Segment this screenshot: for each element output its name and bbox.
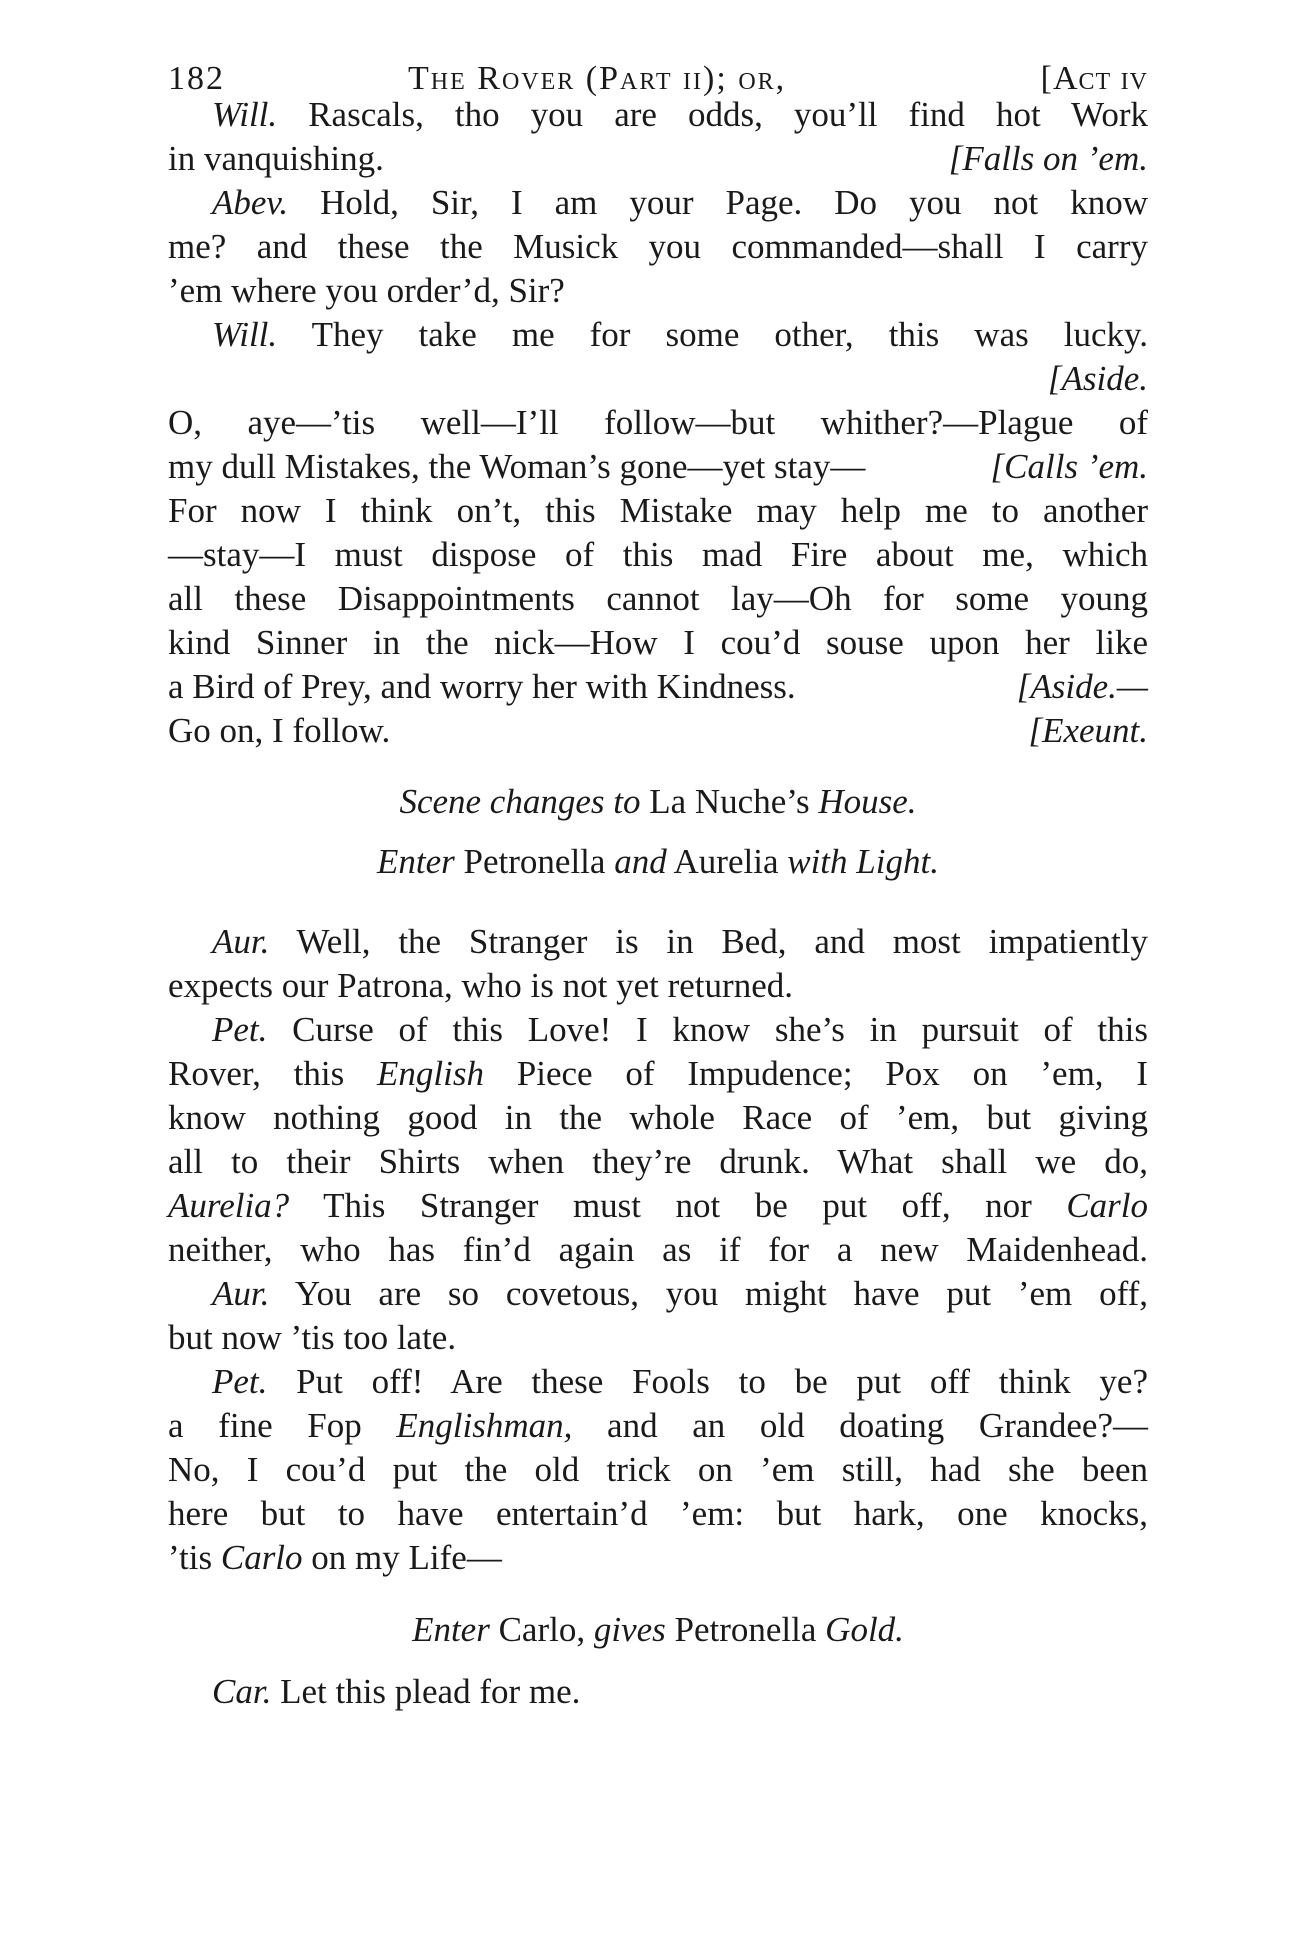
text-line bbox=[212, 1272, 1148, 1316]
speech-text: Carlo bbox=[220, 1538, 303, 1577]
text-line bbox=[168, 1184, 1148, 1228]
speech-text: Aurelia? bbox=[168, 1186, 290, 1225]
act-marker: [Act iv bbox=[1040, 60, 1148, 97]
scene-heading-part: House. bbox=[818, 782, 917, 821]
text-line: know nothing good in the whole Race of ’em, but giving bbox=[168, 1098, 1148, 1137]
speech-text: on my Life— bbox=[311, 1538, 502, 1577]
stage-direction: [Aside. bbox=[1047, 359, 1148, 398]
running-title: The Rover (Part ii); or, bbox=[408, 60, 787, 97]
entrance-part: gives bbox=[593, 1610, 666, 1649]
entrance-part: Carlo, bbox=[498, 1610, 586, 1649]
text-line: neither, who has fin’d again as if for a new Maidenhead. bbox=[168, 1230, 1148, 1269]
speech-text: English bbox=[377, 1054, 484, 1093]
scene-heading-part: Scene changes to bbox=[399, 782, 641, 821]
speech-text: Piece of Impudence; Pox on ’em, I bbox=[516, 1054, 1148, 1093]
text-line bbox=[212, 1670, 1148, 1714]
text-line bbox=[168, 1404, 1148, 1448]
text-line: here but to have entertain’d ’em: but hark, one knocks, bbox=[168, 1494, 1148, 1533]
speaker-name: Will. bbox=[212, 95, 278, 134]
speech-text: Englishman, bbox=[396, 1406, 573, 1445]
speech-text: in vanquishing. bbox=[168, 139, 384, 178]
text-line: but now ’tis too late. bbox=[168, 1318, 457, 1357]
text-line: kind Sinner in the nick—How I cou’d souse upon her like bbox=[168, 623, 1148, 662]
page-number: 182 bbox=[168, 60, 225, 97]
speech-text: Carlo bbox=[1066, 1186, 1149, 1225]
speech-text: Well, the Stranger is in Bed, and most impatiently bbox=[296, 922, 1148, 961]
text-line bbox=[212, 93, 1148, 137]
text-line bbox=[212, 1008, 1148, 1052]
stage-direction: [Calls ’em. bbox=[990, 447, 1148, 486]
entrance-part: Enter bbox=[412, 1610, 490, 1649]
text-line bbox=[212, 181, 1148, 225]
entrance-part: Petronella bbox=[463, 842, 606, 881]
text-line bbox=[168, 445, 1148, 489]
entrance-part: Enter bbox=[377, 842, 455, 881]
text-line: —stay—I must dispose of this mad Fire about me, which bbox=[168, 535, 1148, 574]
stage-direction: [Aside.— bbox=[1016, 667, 1148, 706]
entrance-part: Gold. bbox=[825, 1610, 904, 1649]
speech-text: Rover, this bbox=[168, 1054, 345, 1093]
speech-text: my dull Mistakes, the Woman’s gone—yet stay— bbox=[168, 447, 866, 486]
text-line bbox=[212, 920, 1148, 964]
text-line: No, I cou’d put the old trick on ’em still, had she been bbox=[168, 1450, 1148, 1489]
text-line: expects our Patrona, who is not yet returned. bbox=[168, 966, 793, 1005]
text-line: all these Disappointments cannot lay—Oh for some young bbox=[168, 579, 1148, 618]
text-line bbox=[212, 313, 1148, 357]
speaker-name: Car. bbox=[212, 1672, 272, 1711]
entrance-part: with Light. bbox=[787, 842, 939, 881]
text-line bbox=[168, 709, 1148, 753]
speech-text: They take me for some other, this was lucky. bbox=[311, 315, 1148, 354]
entrance-direction bbox=[168, 840, 1148, 884]
speech-text: This Stranger must not be put off, nor bbox=[323, 1186, 1032, 1225]
text-line bbox=[168, 665, 1148, 709]
speech-text: Hold, Sir, I am your Page. Do you not know bbox=[320, 183, 1148, 222]
speech-text: a fine Fop bbox=[168, 1406, 362, 1445]
speech-text: and an old doating Grandee?— bbox=[607, 1406, 1148, 1445]
speech-text: Curse of this Love! I know she’s in pursuit of this bbox=[292, 1010, 1148, 1049]
text-line bbox=[168, 1052, 1148, 1096]
text-line: me? and these the Musick you commanded—shall I carry bbox=[168, 227, 1148, 266]
speaker-name: Aur. bbox=[212, 1274, 270, 1313]
text-line: For now I think on’t, this Mistake may help me to another bbox=[168, 491, 1148, 530]
speaker-name: Pet. bbox=[212, 1362, 268, 1401]
speech-text: Put off! Are these Fools to be put off think ye? bbox=[296, 1362, 1149, 1401]
speech-text: Go on, I follow. bbox=[168, 711, 391, 750]
entrance-direction bbox=[168, 1608, 1148, 1652]
text-line: O, aye—’tis well—I’ll follow—but whither?—Plague of bbox=[168, 403, 1148, 442]
speaker-name: Abev. bbox=[212, 183, 289, 222]
text-line: all to their Shirts when they’re drunk. What shall we do, bbox=[168, 1142, 1148, 1181]
text-line bbox=[168, 1536, 1148, 1580]
stage-direction: [Falls on ’em. bbox=[948, 139, 1148, 178]
text-line bbox=[212, 1360, 1148, 1404]
speaker-name: Aur. bbox=[212, 922, 270, 961]
text-line bbox=[168, 137, 1148, 181]
entrance-part: Petronella bbox=[674, 1610, 817, 1649]
speech-text: ’tis bbox=[168, 1538, 213, 1577]
speech-text: You are so covetous, you might have put ’em off, bbox=[294, 1274, 1148, 1313]
speaker-name: Will. bbox=[212, 315, 278, 354]
speaker-name: Pet. bbox=[212, 1010, 268, 1049]
stage-direction: [Exeunt. bbox=[1028, 711, 1148, 750]
scene-heading bbox=[168, 780, 1148, 824]
text-line: ’em where you order’d, Sir? bbox=[168, 271, 565, 310]
entrance-part: and bbox=[614, 842, 667, 881]
entrance-part: Aurelia bbox=[673, 842, 779, 881]
speech-text: a Bird of Prey, and worry her with Kindness. bbox=[168, 667, 796, 706]
speech-text: Rascals, tho you are odds, you’ll find hot Work bbox=[308, 95, 1148, 134]
scene-heading-part: La Nuche’s bbox=[649, 782, 810, 821]
speech-text: Let this plead for me. bbox=[280, 1672, 581, 1711]
